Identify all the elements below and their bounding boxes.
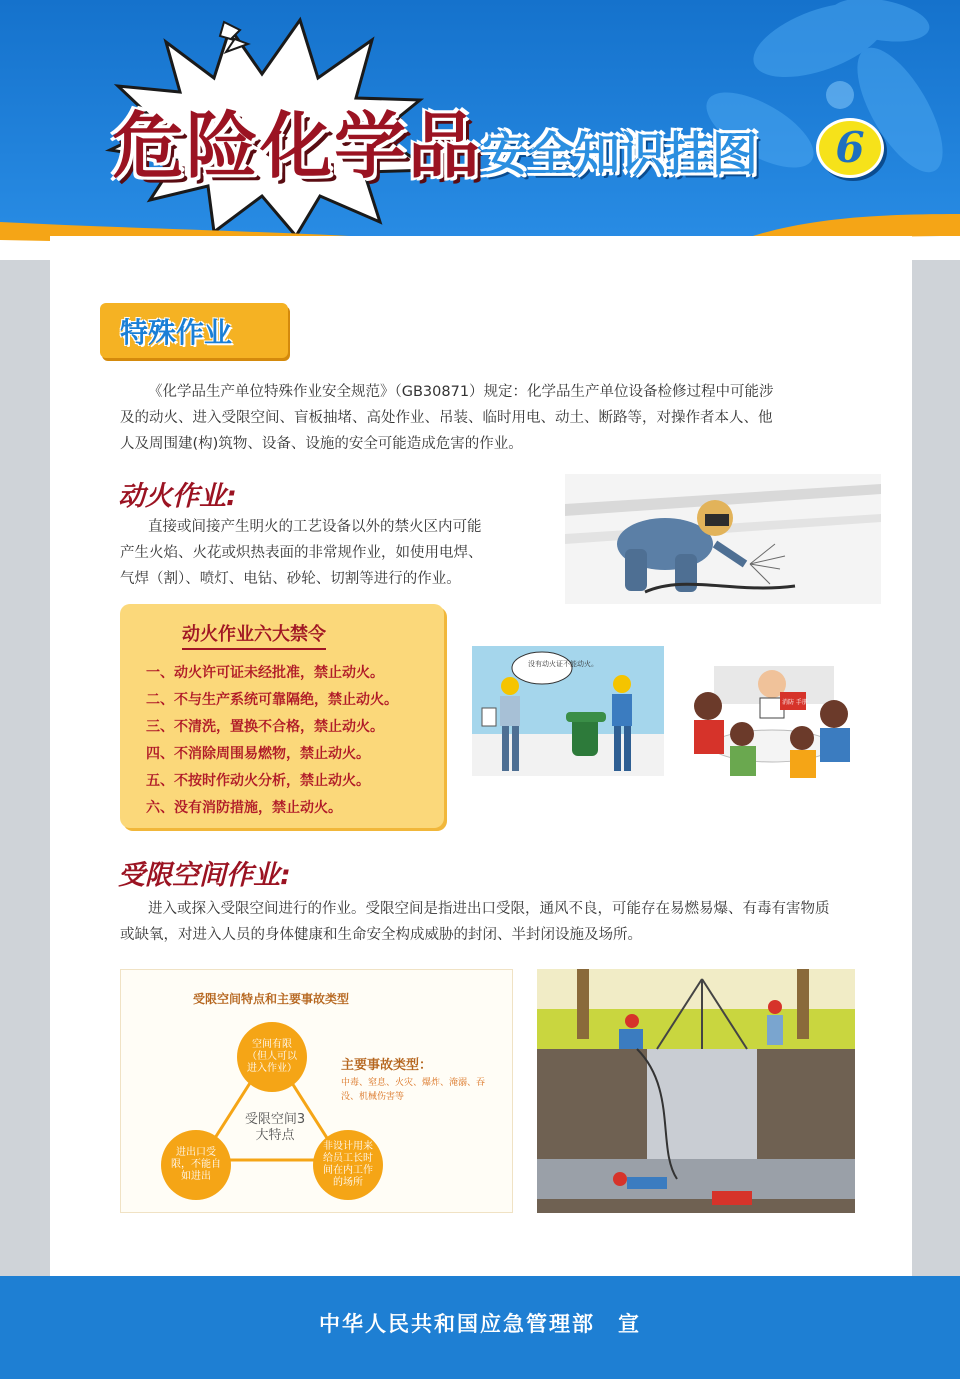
prohibition-item: 四、不消除周围易燃物，禁止动火。	[146, 746, 370, 762]
issuer-text: 中华人民共和国应急管理部 宣	[319, 1312, 641, 1336]
hot-work-prohibitions-box	[120, 604, 444, 828]
poster-title: 危险化学品	[112, 104, 483, 188]
accident-types-list: 中毒、窒息、火灾、爆炸、淹溺、吞没、机械伤害等	[341, 1078, 486, 1102]
poster-footer	[0, 1276, 960, 1379]
prohibition-item: 五、不按时作动火分析，禁止动火。	[146, 773, 370, 789]
permit-cartoon	[472, 646, 664, 776]
prohibitions-title: 动火作业六大禁令	[182, 620, 326, 650]
intro-line: 及的动火、进入受限空间、盲板抽堵、高处作业、吊装、临时用电、动土、断路等，对操作者本人、他	[120, 410, 773, 426]
confined-space-description	[120, 896, 830, 948]
meeting-cartoon	[684, 654, 860, 778]
welder-illustration	[565, 474, 881, 604]
prohibition-item: 二、不与生产系统可靠隔绝，禁止动火。	[146, 692, 398, 708]
section-title: 特殊作业	[120, 316, 233, 349]
confined-line: 进入或探入受限空间进行的作业。受限空间是指进出口受限，通风不良，可能存在易燃易爆、有毒有害物质	[148, 901, 830, 917]
confined-space-diagram	[120, 969, 513, 1213]
intro-line: 《化学品生产单位特殊作业安全规范》（GB30871）规定：化学品生产单位设备检修过程中可能涉	[148, 384, 774, 400]
section-title-box	[100, 303, 288, 358]
feature-circle-2: 进出口受限，不能自如进出	[161, 1130, 231, 1200]
diagram-title: 受限空间特点和主要事故类型	[193, 992, 350, 1006]
prohibition-item: 一、动火许可证未经批准，禁止动火。	[146, 665, 384, 681]
accident-types-title: 主要事故类型：	[341, 1058, 433, 1073]
confined-space-cartoon	[537, 969, 855, 1213]
diagram-center-label: 受限空间3大特点	[244, 1112, 306, 1143]
prohibition-item: 三、不清洗，置换不合格，禁止动火。	[146, 719, 384, 735]
hot-work-heading: 动火作业:	[118, 481, 237, 512]
section-intro	[120, 379, 774, 457]
intro-line: 人及周围建(构)筑物、设备、设施的安全可能造成危害的作业。	[120, 436, 523, 452]
book-text: 消防 手册	[782, 699, 808, 706]
feature-circle-1: 空间有限（但人可以进入作业）	[237, 1022, 307, 1092]
poster-subtitle: 安全知识挂图	[482, 127, 758, 181]
bubble-text: 没有动火证不能动火。	[528, 660, 598, 668]
poster-header	[0, 0, 960, 260]
issue-number-badge: 6	[816, 118, 884, 178]
hot-work-line: 气焊（割）、喷灯、电钻、砂轮、切割等进行的作业。	[120, 571, 461, 587]
prohibition-item: 六、没有消防措施，禁止动火。	[146, 800, 342, 816]
confined-line: 或缺氧，对进入人员的身体健康和生命安全构成威胁的封闭、半封闭设施及场所。	[120, 927, 642, 943]
hot-work-line: 直接或间接产生明火的工艺设备以外的禁火区内可能	[148, 519, 482, 535]
hot-work-description	[120, 514, 483, 592]
hot-work-line: 产生火焰、火花或炽热表面的非常规作业，如使用电焊、	[120, 545, 483, 561]
feature-circle-3: 非设计用来给员工长时间在内工作的场所	[313, 1130, 383, 1200]
confined-space-heading: 受限空间作业:	[118, 860, 291, 891]
